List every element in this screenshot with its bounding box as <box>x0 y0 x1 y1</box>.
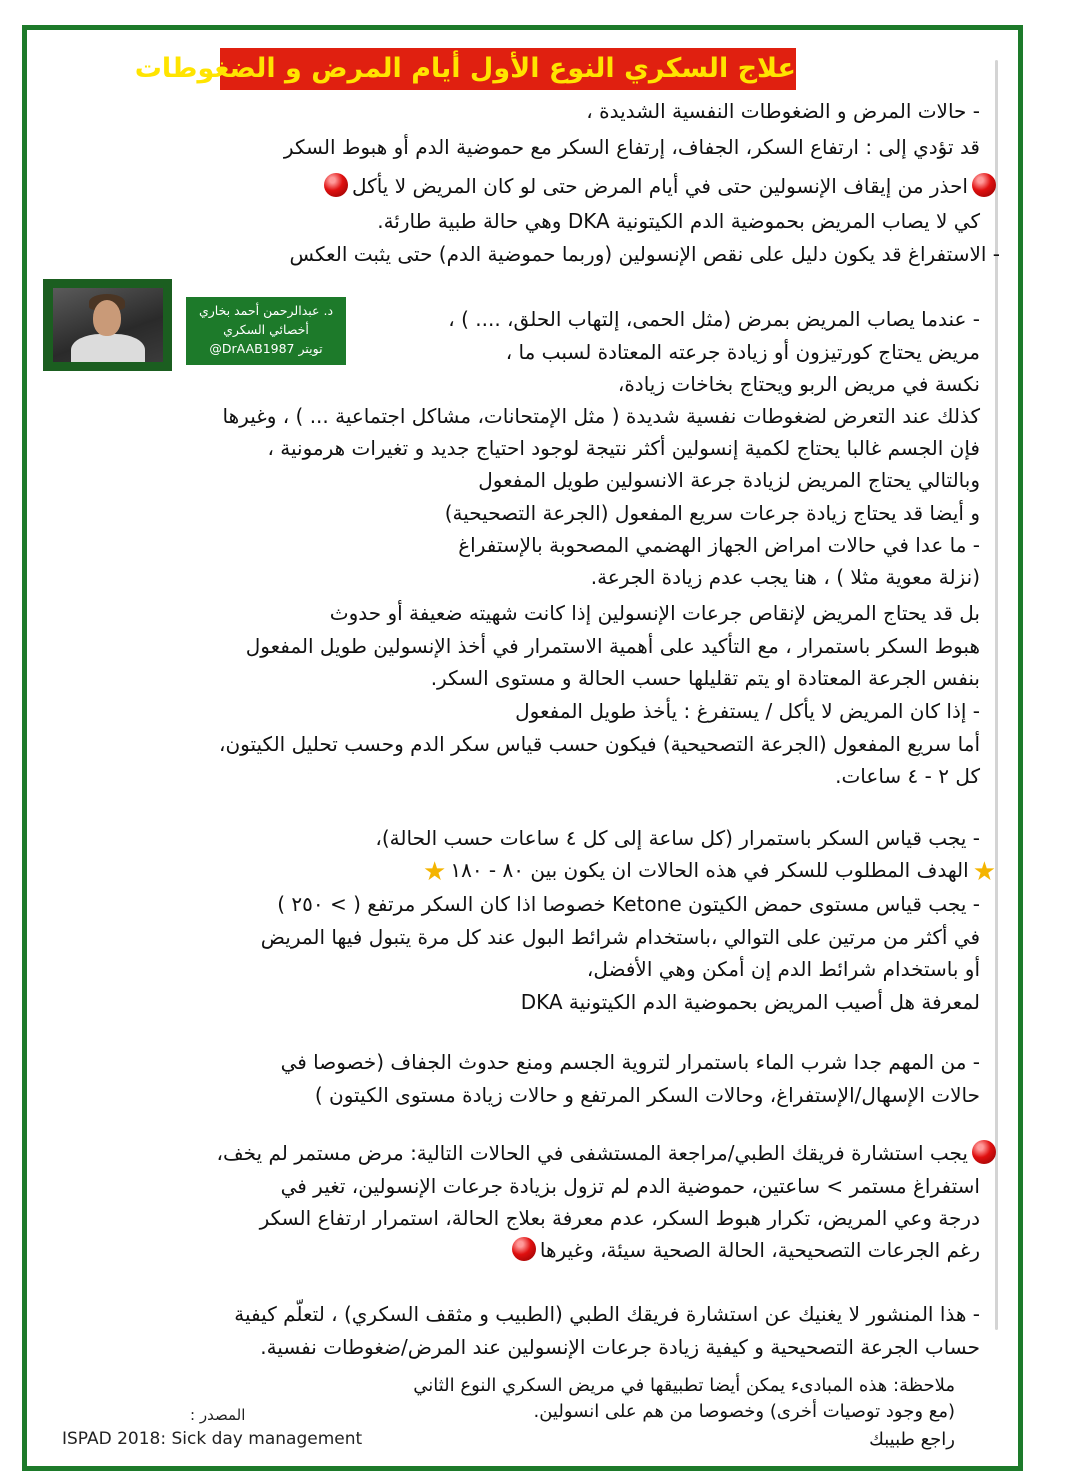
text-line: استفراغ مستمر > ساعتين، حموضية الدم لم تزول بزيادة جرعات الإنسولين، تغير في <box>280 1174 980 1198</box>
text-line: حساب الجرعة التصحيحية و كيفية زيادة جرعات الإنسولين عند المرض/ضغوطات نفسية. <box>260 1335 980 1359</box>
text-line: كي لا يصاب المريض بحموضية الدم الكيتونية DKA وهي حالة طبية طارئة. <box>377 209 980 233</box>
text-line: ★الهدف المطلوب للسكر في هذه الحالات ان يكون بين ٨٠ - ١٨٠★ <box>423 857 996 887</box>
note-line: (مع وجود توصيات أخرى) وخصوصا من هم على انسولين. <box>533 1401 955 1422</box>
text-line: احذر من إيقاف الإنسولين حتى في أيام المرض حتى لو كان المريض لا يأكل <box>320 172 1000 200</box>
author-photo <box>43 279 172 371</box>
text-line: أما سريع المفعول (الجرعة التصحيحية) فيكون حسب قياس سكر الدم وحسب تحليل الكيتون، <box>219 732 980 756</box>
red-circle-icon <box>972 1140 996 1164</box>
text-line: (نزلة معوية مثلا ) ، هنا يجب عدم زيادة الجرعة. <box>590 565 980 589</box>
red-circle-icon <box>972 173 996 197</box>
source-reference: ISPAD 2018: Sick day management <box>62 1429 363 1449</box>
text-line: - الاستفراغ قد يكون دليل على نقص الإنسولين (وربما حموضية الدم) حتى يثبت العكس <box>289 242 1000 266</box>
text-line: - هذا المنشور لا يغنيك عن استشارة فريقك الطبي (الطبيب و مثقف السكري) ، لتعلّم كيفية <box>234 1302 980 1326</box>
text-line: هبوط السكر باستمرار ، مع التأكيد على أهمية الاستمرار في أخذ الإنسولين طويل المفعول <box>245 634 980 658</box>
red-circle-icon <box>324 173 348 197</box>
star-icon: ★ <box>423 857 447 887</box>
text-line: بنفس الجرعة المعتادة او يتم تقليلها حسب الحالة و مستوى السكر. <box>430 666 980 690</box>
text-line: - عندما يصاب المريض بمرض (مثل الحمى، إلتهاب الحلق، .... ) ، <box>448 307 980 331</box>
text-line: - إذا كان المريض لا يأكل / يستفرغ : يأخذ طويل المفعول <box>515 699 980 723</box>
text-line: في أكثر من مرتين على التوالي ،باستخدام شرائط البول عند كل مرة يتبول فيها المريض <box>260 925 980 949</box>
text-line: وبالتالي يحتاج المريض لزيادة جرعة الانسولين طويل المفعول <box>478 468 980 492</box>
text-line: مريض يحتاج كورتيزون أو زيادة جرعته المعتادة لسبب ما ، <box>505 340 980 364</box>
author-name: د. عبدالرحمن أحمد بخاري <box>198 303 334 318</box>
text-line: كل ٢ - ٤ ساعات. <box>835 764 980 788</box>
text-line: نكسة في مريض الربو ويحتاج بخاخات زيادة، <box>617 372 980 396</box>
text-line: أو باستخدام شرائط الدم إن أمكن وهي الأفضل، <box>586 957 980 981</box>
text-line: كذلك عند التعرض لضغوطات نفسية شديدة ( مثل الإمتحانات، مشاكل اجتماعية ... ) ، وغيرها <box>222 404 980 428</box>
note-line: ملاحظة: هذه المبادىء يمكن أيضا تطبيقها في مريض السكري النوع الثاني <box>413 1375 955 1396</box>
text-line: حالات الإسهال/الإستفراغ، وحالات السكر المرتفع و حالات زيادة مستوى الكيتون ) <box>314 1083 980 1107</box>
text-line: رغم الجرعات التصحيحية، الحالة الصحية سيئة، وغيرها <box>508 1236 980 1264</box>
author-twitter: تويتر DrAAB1987@ <box>209 341 323 356</box>
text-line: - من المهم جدا شرب الماء باستمرار لتروية الجسم ومنع حدوث الجفاف (خصوصا في <box>280 1050 980 1074</box>
text-line: و أيضا قد يحتاج زيادة جرعات سريع المفعول (الجرعة التصحيحية) <box>444 501 980 525</box>
page-title: علاج السكري النوع الأول أيام المرض و الضغوطات <box>220 48 796 90</box>
text-line: لمعرفة هل أصيب المريض بحموضية الدم الكيتونية DKA <box>520 990 980 1014</box>
text-line: - حالات المرض و الضغوطات النفسية الشديدة ، <box>586 99 980 123</box>
text-line: قد تؤدي إلى : ارتفاع السكر، الجفاف، إرتفاع السكر مع حموضية الدم أو هبوط السكر <box>283 135 980 159</box>
text-line: - يجب قياس السكر باستمرار (كل ساعة إلى كل ٤ ساعات حسب الحالة)، <box>375 826 980 850</box>
text-line: فإن الجسم غالبا يحتاج لكمية إنسولين أكثر نتيجة لوجود احتياج جديد و تغيرات هرمونية ، <box>267 436 980 460</box>
author-role: أخصائي السكري <box>223 322 309 337</box>
text-line: درجة وعي المريض، تكرار هبوط السكر، عدم معرفة بعلاج الحالة، استمرار ارتفاع السكر <box>259 1206 980 1230</box>
note-line: راجع طبيبك <box>869 1429 955 1450</box>
star-icon: ★ <box>972 857 996 887</box>
text-line: - ما عدا في حالات امراض الجهاز الهضمي المصحوبة بالإستفراغ <box>458 533 980 557</box>
text-line: بل قد يحتاج المريض لإنقاص جرعات الإنسولين إذا كانت شهيته ضعيفة أو حدوث <box>329 601 980 625</box>
source-label: المصدر : <box>190 1406 246 1424</box>
red-circle-icon <box>512 1237 536 1261</box>
text-line: يجب استشارة فريقك الطبي/مراجعة المستشفى في الحالات التالية: مرض مستمر لم يخف، <box>216 1139 1000 1167</box>
author-badge <box>186 297 346 365</box>
text-line: - يجب قياس مستوى حمض الكيتون Ketone خصوصا اذا كان السكر مرتفع ( > ٢٥٠ ) <box>277 892 980 916</box>
